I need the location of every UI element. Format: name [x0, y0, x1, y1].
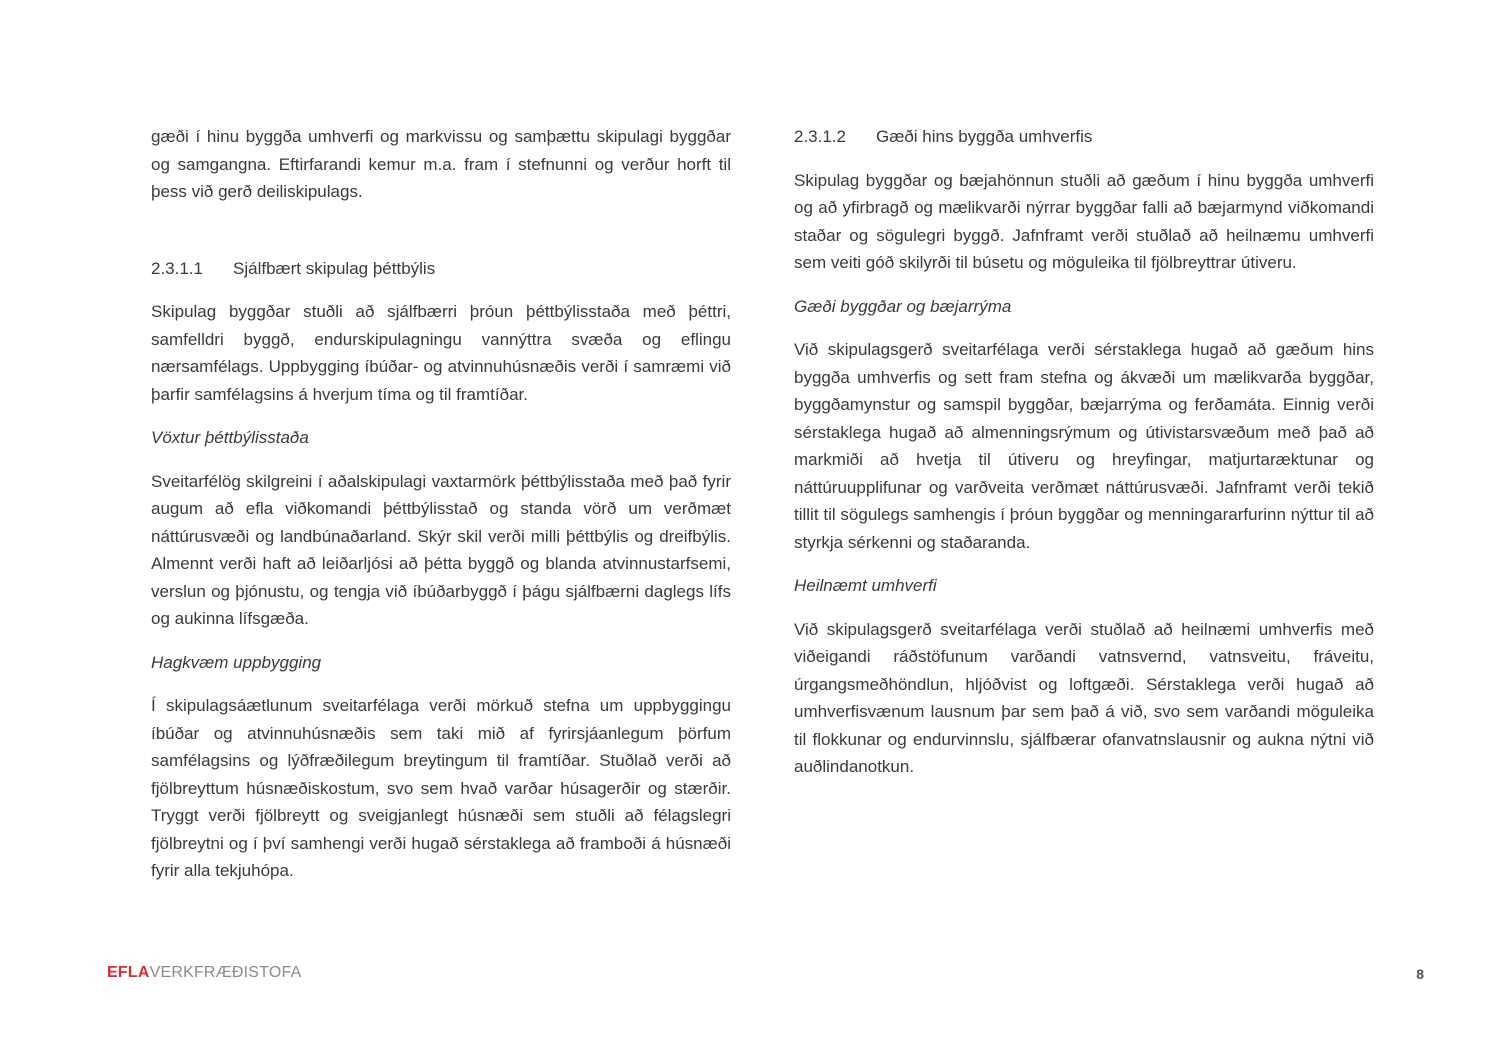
voxtur-paragraph: Sveitarfélög skilgreini í aðalskipulagi vaxtarmörk þéttbýlisstaða með það fyrir augum að efla viðkomandi þéttbýlisstað og standa vörð um verðmæt náttúrusvæði og landbúnaðarland. Skýr skil verði milli þéttbýlis og dreifbýlis. Almennt verði haft að leiðarljósi að þétta byggð og blanda atvinnustarfsemi, verslun og þjónustu, og tengja við íbúðarbyggð í þágu sjálfbærni daglegs lífs og aukinna lífsgæða.: [151, 471, 731, 628]
brand-subtitle: VERKFRÆÐISTOFA: [149, 964, 302, 981]
subheading-gaedi: Gæði byggðar og bæjarrýma: [794, 296, 1012, 316]
right-column: [794, 123, 1374, 781]
section-title: Gæði hins byggða umhverfis: [876, 127, 1093, 146]
section-number: 2.3.1.1: [151, 258, 203, 278]
intro-paragraph: gæði í hinu byggða umhverfi og markvissu og samþættu skipulagi byggðar og samgangna. Eftirfarandi kemur m.a. fram í stefnunni og verður horft til þess við gerð deiliskipulags.: [151, 127, 731, 201]
section-heading-2-3-1-1: [151, 255, 731, 283]
subheading-voxtur: Vöxtur þéttbýlisstaða: [151, 428, 309, 447]
gaedi-paragraph: Við skipulagsgerð sveitarfélaga verði sérstaklega hugað að gæðum hins byggða umhverfis og sett fram stefna og ákvæði um mælikvarða byggðar, byggðamynstur og samspil byggðar, bæjarrýma og ferðamáta. Einnig verði sérstaklega hugað að almenningsrýmum og útivistarsvæðum með það að markmiði að hvetja til útiveru og hreyfingar, matjurtaræktunar og náttúruupplifunar og varðveita verðmæt náttúrusvæði. Jafnframt verði tekið tillit til sögulegs samhengis í þróun byggðar og menningararfurinn nýttur til að styrkja sérkenni og staðaranda.: [794, 340, 1374, 552]
heilnaemt-paragraph: Við skipulagsgerð sveitarfélaga verði stuðlað að heilnæmi umhverfis með viðeigandi ráðstöfunum varðandi vatnsvernd, vatnsveitu, fráveitu, úrgangsmeðhöndlun, hljóðvist og loftgæði. Sérstaklega verði hugað að umhverfisvænum lausnum þar sem það á við, svo sem varðandi möguleika til flokkunar og endurvinnslu, sjálfbærar ofanvatnslausnir og aukna nýtni við auðlindanotkun.: [794, 619, 1374, 776]
section-title: Sjálfbært skipulag þéttbýlis: [233, 258, 436, 278]
section-paragraph: Skipulag byggðar stuðli að sjálfbærri þróun þéttbýlisstaða með þéttri, samfelldri byggð, endurskipulagningu vannýttra svæða og eflingu nærsamfélags. Uppbygging íbúðar- og atvinnuhúsnæðis verði í samræmi við þarfir samfélagsins á hverjum tíma og til framtíðar.: [151, 302, 731, 404]
efla-logo: [107, 964, 301, 982]
hagkvaem-paragraph: Í skipulagsáætlunum sveitarfélaga verði mörkuð stefna um uppbyggingu íbúðar og atvinnuhúsnæðis sem taki mið af fyrirsjáanlegum þörfum samfélagsins og lýðfræðilegum breytingum til framtíðar. Stuðlað verði að fjölbreyttum húsnæðiskostum, svo sem hvað varðar húsagerðir og stærðir. Tryggt verði fjölbreytt og sveigjanlegt húsnæði sem stuðli að félagslegri fjölbreytni og í því samhengi verði hugað sérstaklega að framboði á húsnæði fyrir alla tekjuhópa.: [151, 696, 731, 880]
section-number: 2.3.1.2: [794, 127, 846, 146]
section-paragraph: Skipulag byggðar og bæjahönnun stuðli að gæðum í hinu byggða umhverfi og að yfirbragð og mælikvarði nýrrar byggðar falli að bæjarmynd viðkomandi staðar og sögulegri byggð. Jafnframt verði stuðlað að heilnæmu umhverfi sem veiti góð skilyrði til búsetu og möguleika til fjölbreyttrar útiveru.: [794, 170, 1374, 272]
page-number: 8: [1416, 966, 1424, 982]
subheading-heilnaemt: Heilnæmt umhverfi: [794, 576, 937, 595]
left-column: [151, 123, 731, 885]
section-heading-2-3-1-2: [794, 123, 1374, 151]
brand-name: EFLA: [107, 964, 150, 981]
subheading-hagkvaem: Hagkvæm uppbygging: [151, 652, 322, 672]
